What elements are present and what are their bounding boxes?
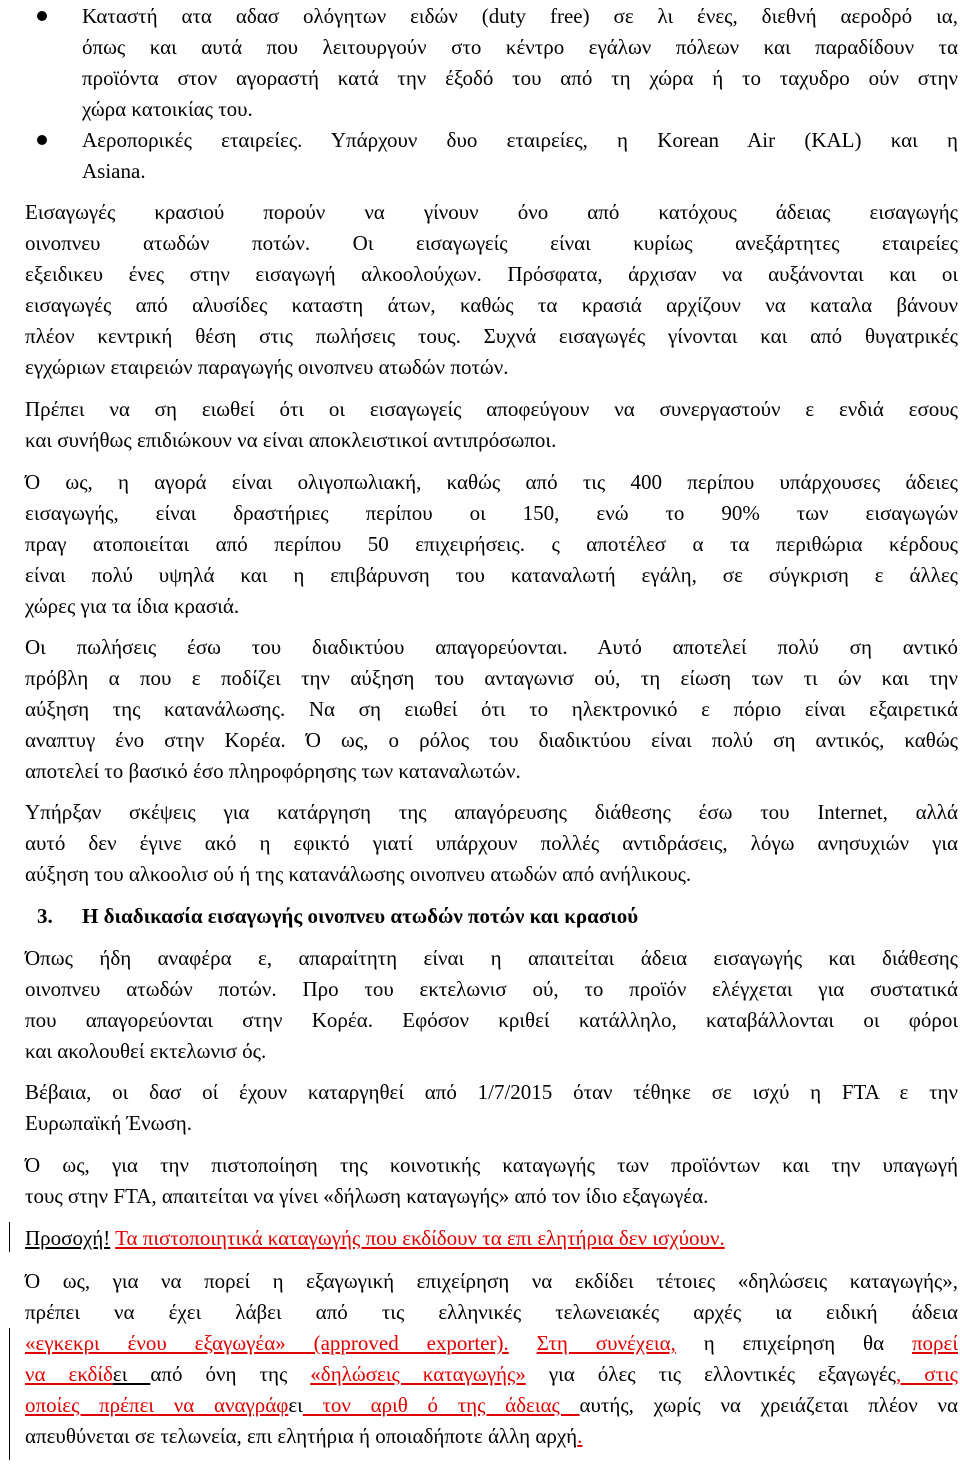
final-line-1: Ό ως, για να πορεί η εξαγωγική επιχείρηση να εκδίδει τέτοιες «δηλώσεις καταγωγής», (25, 1269, 958, 1293)
imports-line-3: εξειδικευ ένες στην εισαγωγή αλκοολούχων. Πρόσφατα, άρχισαν να αυξάνονται και οι (25, 262, 958, 286)
tracked-insert: πορεί (911, 1331, 958, 1355)
bullet-1-line-1: Καταστή ατα αδασ ολόγητων ειδών (duty free) σε λι ένες, διεθνή αεροδρό ια, (82, 4, 958, 28)
tracked-insert: τον αριθ ό της άδειας (302, 1393, 580, 1417)
market-line-2: εισαγωγής, είναι δραστήριες περίπου οι 150, ενώ το 90% των εισαγωγών (25, 501, 958, 525)
section-heading: Η διαδικασία εισαγωγής οινοπνευ ατωδών ποτών και κρασιού (82, 904, 639, 928)
bullet-2-line-2: Asiana. (82, 159, 146, 183)
imports-line-5: πλέον κεντρική θέση στις πωλήσεις τους. Συχνά εισαγωγές γίνονται και από θυγατρικές (25, 324, 958, 348)
imports-line-6: εγχώριων εταιρειών παραγωγής οινοπνευ ατωδών ποτών. (25, 355, 509, 379)
market-line-4: είναι πολύ υψηλά και η επιβάρυνση του καταναλωτή εγάλη, σε σύγκριση ε άλλες (25, 563, 958, 587)
final-line-2: πρέπει να έχει λάβει από τις ελληνικές τελωνειακές αρχές ια ειδική άδεια (25, 1300, 958, 1324)
online-line-3: αύξηση της κατανάλωσης. Να ση ειωθεί ότι το ηλεκτρονικό ε πόριο είναι εξαιρετικά (25, 697, 958, 721)
tracked-insert: Στη συνέχεια, (536, 1331, 676, 1355)
section-number: 3. (37, 904, 53, 928)
final-line-5 (25, 1389, 958, 1421)
warning-text: Τα πιστοποιητικά καταγωγής που εκδίδουν τα επι ελητήρια δεν ισχύουν. (115, 1226, 725, 1250)
plain-text (509, 1331, 537, 1355)
final-line-3 (25, 1327, 958, 1359)
bullet-1-line-3: προϊόντα στον αγοραστή κατά την έξοδό του από τη χώρα ή το ταχυδρο ούν στην (82, 66, 958, 90)
plain-text: η επιχείρηση θα (675, 1331, 912, 1355)
plain-text: απευθύνεται σε τελωνεία, επι ελητήρια ή οποιαδήποτε άλλη αρχή (25, 1424, 578, 1448)
bullet-marker (37, 135, 47, 145)
license-line-4: και ακολουθεί εκτελωνισ ός. (25, 1039, 267, 1063)
change-bar (9, 1222, 10, 1252)
final-line-6 (25, 1420, 582, 1452)
tracked-insert: . (577, 1424, 583, 1448)
license-line-3: που απαγορεύονται στην Κορέα. Εφόσον κριθεί κατάλληλο, καταβάλλονται οι φόροι (25, 1008, 958, 1032)
online-line-1: Οι πωλήσεις έσω του διαδικτύου απαγορεύονται. Αυτό αποτελεί πολύ ση αντικό (25, 635, 958, 659)
imports-line-1: Εισαγωγές κρασιού πορούν να γίνουν όνο από κατόχους άδειας εισαγωγής (25, 200, 958, 224)
bullet-1-line-4: χώρα κατοικίας του. (82, 97, 253, 121)
thoughts-line-3: αύξηση του αλκοολισ ού ή της κατανάλωσης οινοπνευ ατωδών από ανήλικους. (25, 862, 692, 886)
duties-line-2: Ευρωπαϊκή Ένωση. (25, 1111, 193, 1135)
thoughts-line-1: Υπήρξαν σκέψεις για κατάργηση της απαγόρευσης διάθεσης έσω του Internet, αλλά (25, 800, 958, 824)
online-line-5: αποτελεί το βασικό έσο πληροφόρησης των καταναλωτών. (25, 759, 521, 783)
imports-line-2: οινοπνευ ατωδών ποτών. Οι εισαγωγείς είναι κυρίως ανεξάρτητες εταιρείες (25, 231, 958, 255)
change-bar (9, 1328, 10, 1460)
market-line-5: χώρες για τα ίδια κρασιά. (25, 594, 240, 618)
license-line-1: Όπως ήδη αναφέρα ε, απαραίτητη είναι η απαιτείται άδεια εισαγωγής και διάθεσης (25, 946, 958, 970)
license-line-2: οινοπνευ ατωδών ποτών. Προ του εκτελωνισ ού, το προϊόν ελέγχεται για συστατικά (25, 977, 958, 1001)
duties-line-1: Βέβαια, οι δασ οί έχουν καταργηθεί από 1/7/2015 όταν τέθηκε σε ισχύ η FTA ε την (25, 1080, 958, 1104)
tracked-insert: να εκδίδ (25, 1362, 113, 1386)
online-line-2: πρόβλη α που ε ποδίζει την αύξηση του ανταγωνισ ού, τη είωση των τι ών και την (25, 666, 958, 690)
tracked-insert: «δηλώσεις καταγωγής» (310, 1362, 526, 1386)
plain-text: από όνη της (150, 1362, 311, 1386)
certification-line-2: τους στην FTA, απαιτείται να γίνει «δήλωση καταγωγής» από τον ίδιο εξαγωγέα. (25, 1184, 709, 1208)
tracked-insert: , στις (896, 1362, 958, 1386)
market-line-3: πραγ ατοποιείται από περίπου 50 επιχειρήσεις. ς αποτέλεσ α τα περιθώρια κέρδους (25, 532, 958, 556)
bullet-2-line-1: Αεροπορικές εταιρείες. Υπάρχουν δυο εταιρείες, η Korean Air (KAL) και η (82, 128, 958, 152)
market-line-1: Ό ως, η αγορά είναι ολιγοπωλιακή, καθώς από τις 400 περίπου υπάρχουσες άδειες (25, 470, 958, 494)
certification-line-1: Ό ως, για την πιστοποίηση της κοινοτικής καταγωγής των προϊόντων και την υπαγωγή (25, 1153, 958, 1177)
final-line-4 (25, 1358, 958, 1390)
tracked-insert: οποίες πρέπει να αναγράφ (25, 1393, 289, 1417)
bullet-marker (37, 11, 47, 21)
note-line-2: και συνήθως επιδιώκουν να είναι αποκλειστικοί αντιπρόσωποι. (25, 428, 557, 452)
plain-text: για όλες τις ελλοντικές εξαγωγές (525, 1362, 896, 1386)
plain-text: αυτής, χωρίς να χρειάζεται πλέον να (579, 1393, 958, 1417)
bullet-1-line-2: όπως και αυτά που λειτουργούν στο κέντρο εγάλων πόλεων και παραδίδουν τα (82, 35, 958, 59)
plain-text: ει (288, 1393, 303, 1417)
imports-line-4: εισαγωγές από αλυσίδες καταστη άτων, καθώς τα κρασιά αρχίζουν να καταλα βάνουν (25, 293, 958, 317)
note-line-1: Πρέπει να ση ειωθεί ότι οι εισαγωγείς αποφεύγουν να συνεργαστούν ε ενδιά εσους (25, 397, 958, 421)
warning-label: Προσοχή! (25, 1226, 111, 1250)
tracked-delete: ει (112, 1362, 151, 1386)
thoughts-line-2: αυτό δεν έγινε ακό η εφικτό γιατί υπάρχουν πολλές αντιδράσεις, λόγω ανησυχιών για (25, 831, 958, 855)
warning-line (25, 1222, 725, 1254)
online-line-4: αναπτυγ ένο στην Κορέα. Ό ως, ο ρόλος του διαδικτύου είναι πολύ ση αντικός, καθώς (25, 728, 958, 752)
tracked-insert: «εγκεκρι ένου εξαγωγέα» (approved exporter). (25, 1331, 509, 1355)
